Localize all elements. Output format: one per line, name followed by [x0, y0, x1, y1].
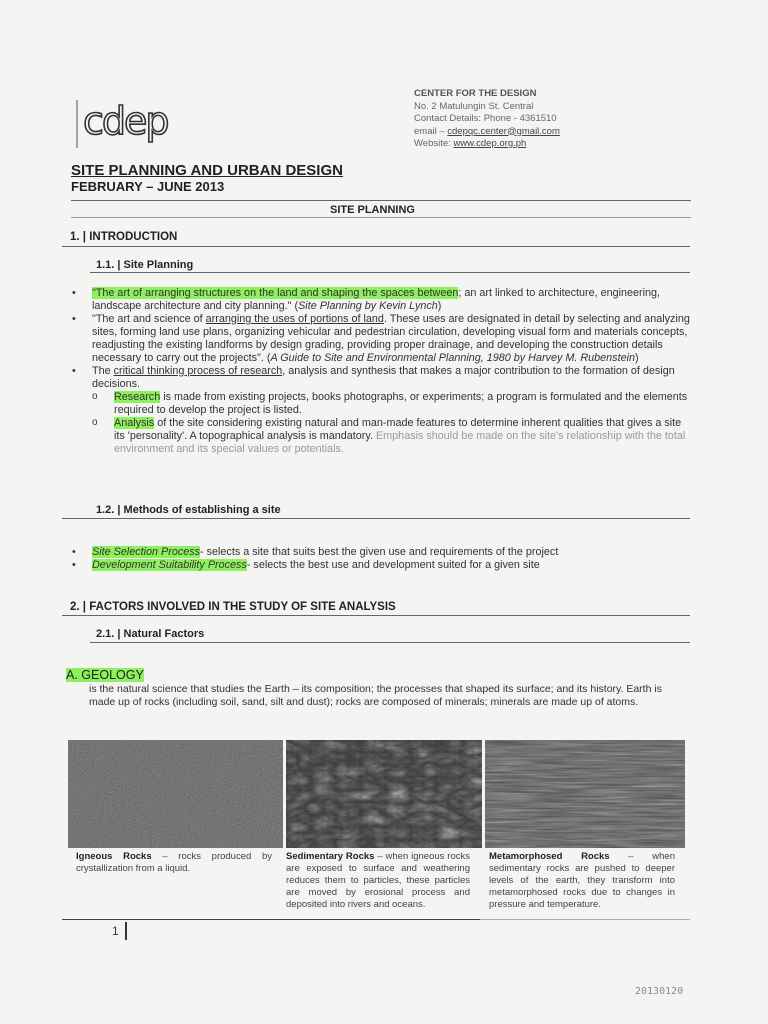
list-item: • The critical thinking process of research, analysis and synthesis that makes a major contribution to the formation of design decisions.	[70, 365, 690, 391]
list-item: • Site Selection Process- selects a site that suits best the given use and requirements of the project	[70, 546, 690, 559]
page-number: 1	[112, 924, 119, 938]
igneous-caption: Igneous Rocks – rocks produced by crystallization from a liquid.	[76, 851, 272, 874]
igneous-rock-photo	[68, 740, 283, 848]
list-item: • Development Suitability Process- selects the best use and development suited for a given site	[70, 559, 690, 572]
sedimentary-rock-photo	[286, 740, 482, 848]
divider	[90, 642, 690, 643]
section-heading: SITE PLANNING	[330, 204, 415, 216]
definition-list	[70, 287, 690, 456]
document-title: SITE PLANNING AND URBAN DESIGN	[71, 162, 343, 179]
website-line: Website: www.cdep.org.ph	[414, 138, 527, 149]
contact-line: Contact Details: Phone - 4361510	[414, 113, 557, 124]
sub-list-item: o Research is made from existing projects, books photographs, or experiments; a program is formulated and the elements required to develop the project is listed.	[70, 391, 690, 417]
subheading-site-planning: 1.1. | Site Planning	[96, 259, 194, 271]
list-item: • "The art of arranging structures on the land and shaping the spaces between; an art linked to architecture, engineering, landscape architecture and city planning." (Site Planning by Kevin Lynch)	[70, 287, 690, 313]
divider	[71, 200, 691, 201]
logo-text: cdep	[83, 99, 168, 143]
divider	[71, 217, 691, 218]
heading-factors: 2. | FACTORS INVOLVED IN THE STUDY OF SITE ANALYSIS	[70, 601, 396, 613]
website-link[interactable]: www.cdep.org.ph	[453, 138, 527, 149]
page-number-bar	[125, 922, 127, 940]
contact-line: No. 2 Matulungin St. Central	[414, 100, 534, 112]
email-link[interactable]: cdepqc.center@gmail.com	[447, 125, 560, 137]
cdep-logo	[75, 96, 195, 150]
contact-block	[414, 88, 560, 151]
divider	[62, 518, 690, 519]
geology-paragraph: is the natural science that studies the Earth – its composition; the processes that shaped its surface; and its history. Earth is made up of rocks (including soil, sand, silt and dust); rocks are composed of minerals; minerals are made up of atoms.	[89, 683, 662, 708]
metamorphic-caption: Metamorphosed Rocks – when sedimentary rocks are pushed to deeper levels of the earth, they transform into metamorphosed rocks due to changes in pressure and temperature.	[489, 851, 675, 910]
geology-heading: A. GEOLOGY	[66, 668, 144, 682]
contact-line: CENTER FOR THE DESIGN	[414, 88, 537, 99]
sedimentary-caption: Sedimentary Rocks – when igneous rocks are exposed to surface and weathering reduces them to particles, these particles are moved by erosional process and deposited into rivers and oceans.	[286, 851, 470, 910]
sub-list-item: o Analysis of the site considering existing natural and man-made features to determine inherent qualities that gives a site its 'personality'. A topographical analysis is mandatory. Emphasis should be made on the site's relationship with the total environment and its special values or potentials.	[70, 417, 690, 456]
scan-stamp: 20130120	[635, 986, 684, 997]
document-subtitle: FEBRUARY – JUNE 2013	[71, 179, 225, 194]
heading-introduction: 1. | INTRODUCTION	[70, 231, 178, 243]
email-line: email – cdepqc.center@gmail.com	[414, 125, 560, 137]
divider	[62, 615, 690, 616]
divider	[90, 272, 690, 273]
metamorphic-rock-photo	[485, 740, 685, 848]
divider	[62, 246, 690, 247]
footer-divider	[480, 919, 690, 920]
list-item: • "The art and science of arranging the uses of portions of land. These uses are designated in detail by selecting and analyzing sites, forming land use plans, organizing vehicular and pedestrian circulation, developing visual form and materials concepts, readjusting the existing landforms by design grading, providing proper drainage, and developing the construction details necessary to carry out the projects". (A Guide to Site and Environmental Planning, 1980 by Harvey M. Rubenstein)	[70, 313, 690, 365]
subheading-natural-factors: 2.1. | Natural Factors	[96, 628, 205, 640]
methods-list	[70, 546, 690, 572]
footer-divider	[62, 919, 482, 920]
subheading-methods: 1.2. | Methods of establishing a site	[96, 504, 281, 516]
